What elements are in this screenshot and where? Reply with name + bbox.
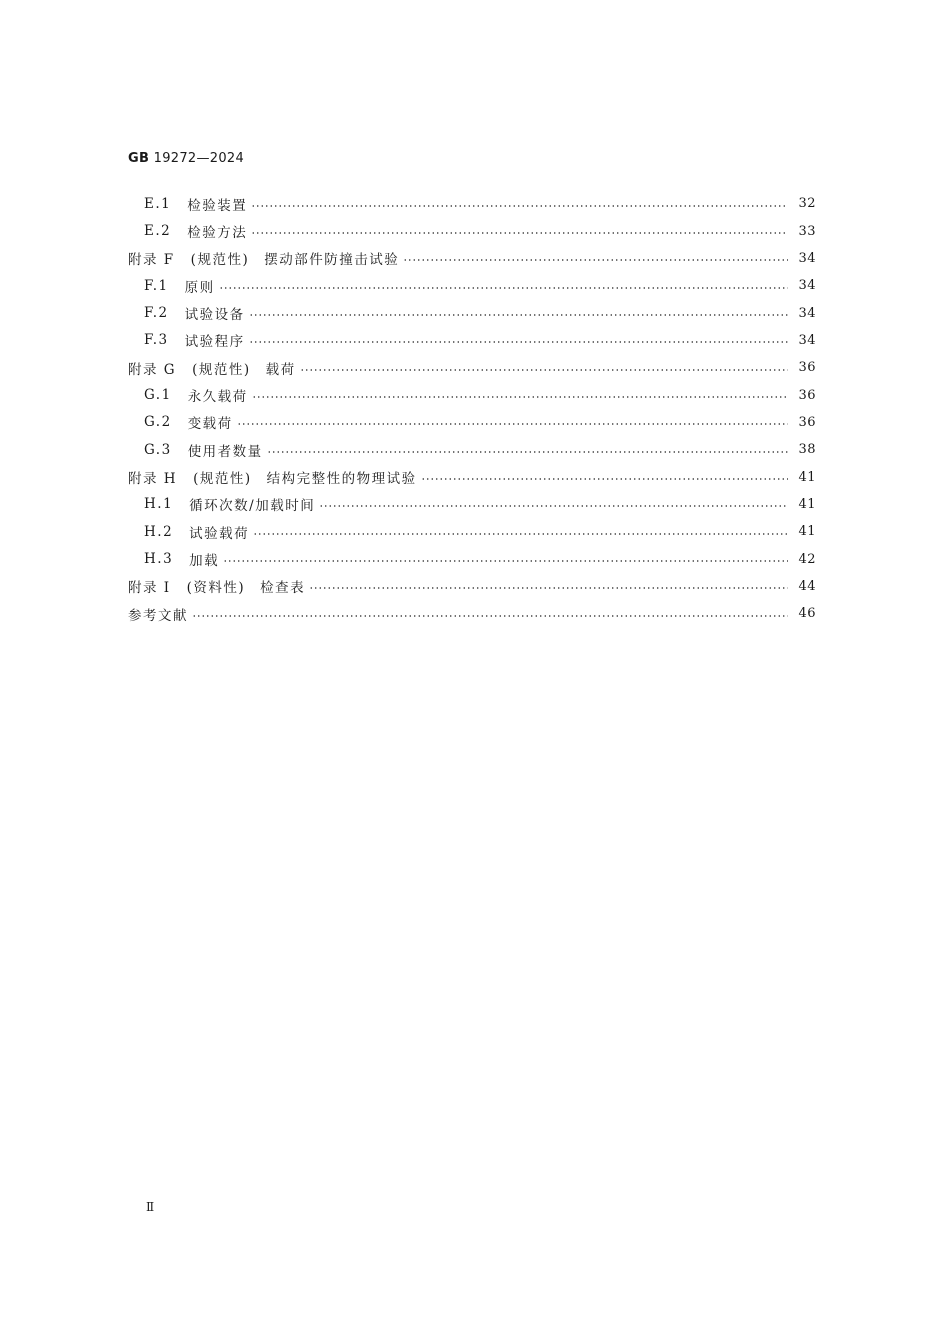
toc-entry-page: 41 [798, 496, 816, 512]
toc-entry[interactable] [128, 190, 816, 217]
dot-leader [249, 341, 788, 343]
toc-entry-number: H.2 [144, 523, 174, 540]
toc-entry-title: (资料性) 检查表 [186, 580, 306, 597]
toc-entry-title: 检验装置 [187, 197, 248, 214]
toc-entry[interactable] [128, 463, 816, 490]
toc-entry-page: 46 [798, 606, 816, 622]
dot-leader [300, 369, 788, 371]
dot-leader [253, 533, 788, 535]
toc-entry-page: 36 [798, 414, 816, 430]
toc-entry[interactable] [128, 518, 816, 545]
toc-entry-title: 加载 [189, 553, 220, 570]
toc-entry[interactable] [128, 354, 816, 381]
toc-entry-number: 附录 G [128, 361, 177, 378]
toc-entry[interactable] [128, 299, 816, 326]
toc-entry[interactable] [128, 600, 816, 627]
dot-leader [251, 205, 788, 207]
dot-leader [421, 478, 788, 480]
toc-entry[interactable] [128, 545, 816, 572]
dot-leader [319, 505, 788, 507]
toc-entry-number: F.3 [144, 332, 169, 349]
toc-entry-number: E.1 [144, 195, 172, 212]
toc-entry-page: 34 [798, 278, 816, 294]
toc-entry-title: 参考文献 [128, 607, 188, 624]
toc-entry-title: (规范性) 摆动部件防撞击试验 [190, 252, 400, 269]
dot-leader [249, 314, 788, 316]
toc-entry-page: 32 [798, 196, 816, 212]
toc-entry[interactable] [128, 272, 816, 299]
toc-entry-number: G.3 [144, 441, 172, 458]
dot-leader [223, 560, 788, 562]
toc-entry-number: H.1 [144, 496, 174, 513]
toc-entry[interactable] [128, 436, 816, 463]
toc-entry-page: 38 [798, 442, 816, 458]
toc-entry[interactable] [128, 573, 816, 600]
toc-entry[interactable] [128, 217, 816, 244]
toc-entry[interactable] [128, 409, 816, 436]
toc-entry-title: 原则 [184, 279, 215, 296]
toc-entry-page: 41 [798, 524, 816, 540]
toc-entry[interactable] [128, 327, 816, 354]
toc-entry-number: F.2 [144, 305, 169, 322]
dot-leader [219, 287, 788, 289]
dot-leader [192, 615, 788, 617]
toc-entry-title: 永久载荷 [187, 389, 248, 406]
toc-entry-title: 试验程序 [184, 334, 245, 351]
toc-entry[interactable] [128, 381, 816, 408]
table-of-contents [128, 190, 816, 628]
toc-entry-number: G.2 [144, 414, 172, 431]
dot-leader [267, 451, 788, 453]
toc-entry-number: H.3 [144, 551, 174, 568]
toc-entry-number: E.2 [144, 223, 172, 240]
toc-entry-number: 附录 F [128, 252, 175, 269]
dot-leader [251, 232, 788, 234]
toc-entry-page: 34 [798, 332, 816, 348]
standard-code: 19272—2024 [153, 151, 245, 166]
toc-entry-page: 41 [798, 469, 816, 485]
dot-leader [309, 587, 788, 589]
dot-leader [237, 423, 788, 425]
toc-entry-page: 34 [798, 305, 816, 321]
toc-entry-number: F.1 [144, 277, 169, 294]
toc-entry-page: 36 [798, 360, 816, 376]
toc-entry-title: 使用者数量 [187, 443, 263, 460]
toc-entry-title: (规范性) 载荷 [192, 361, 296, 378]
toc-entry[interactable] [128, 491, 816, 518]
toc-entry-page: 42 [798, 551, 816, 567]
toc-entry-title: 试验载荷 [189, 525, 250, 542]
toc-entry-page: 36 [798, 387, 816, 403]
toc-entry-title: 变载荷 [187, 416, 233, 433]
toc-entry-number: 附录 I [128, 580, 171, 597]
toc-entry-title: 循环次数/加载时间 [189, 498, 316, 515]
toc-entry-title: 检验方法 [187, 225, 248, 242]
toc-entry-page: 44 [798, 578, 816, 594]
document-header [128, 151, 244, 166]
toc-entry-number: 附录 H [128, 471, 178, 488]
toc-entry-number: G.1 [144, 387, 172, 404]
toc-entry-page: 33 [798, 223, 816, 239]
standard-prefix: GB [128, 151, 150, 166]
dot-leader [403, 259, 788, 261]
toc-entry[interactable] [128, 245, 816, 272]
toc-entry-title: (规范性) 结构完整性的物理试验 [193, 471, 417, 488]
dot-leader [252, 396, 788, 398]
toc-entry-title: 试验设备 [184, 307, 245, 324]
toc-entry-page: 34 [798, 250, 816, 266]
page-number: Ⅱ [146, 1200, 155, 1214]
